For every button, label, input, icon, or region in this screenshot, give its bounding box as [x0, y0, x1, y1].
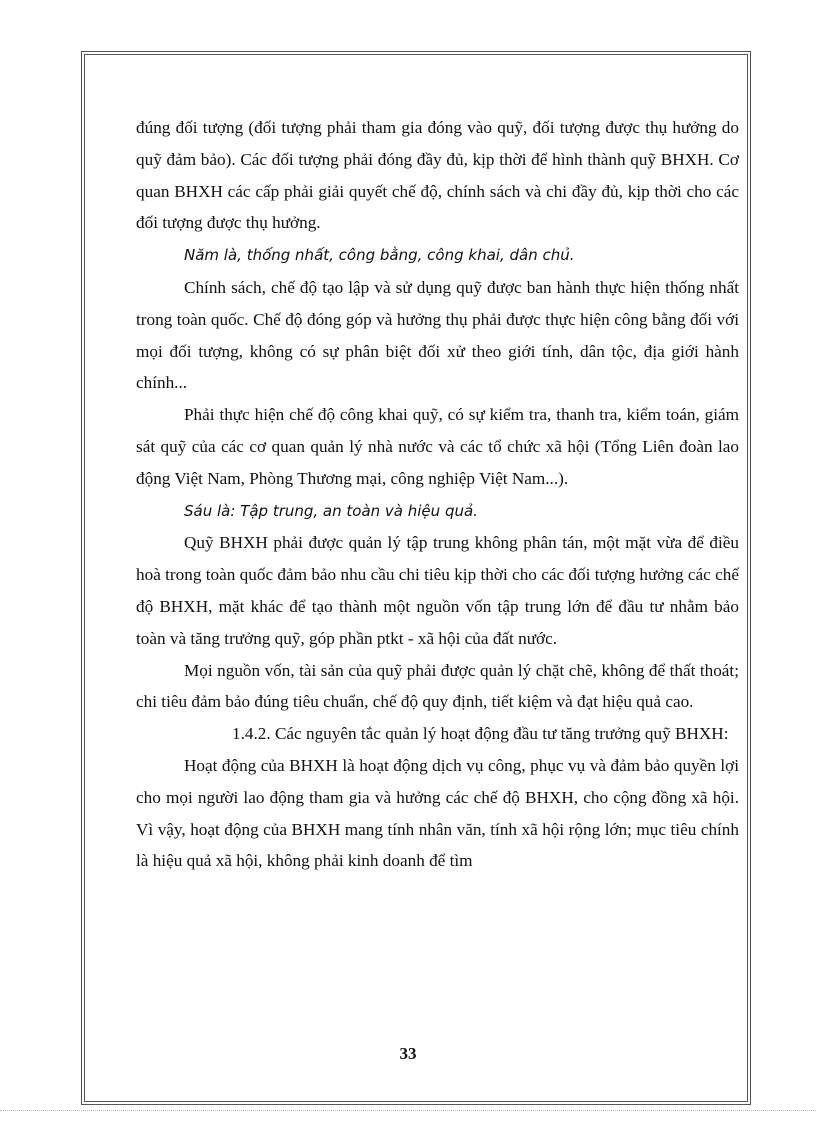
page-number: 33: [399, 1044, 417, 1063]
section-heading-1-4-2: 1.4.2. Các nguyên tắc quản lý hoạt động đầu tư tăng trưởng quỹ BHXH:: [232, 724, 729, 744]
paragraph-unified-policy: Chính sách, chế độ tạo lập và sử dụng quỹ được ban hành thực hiện thống nhất trong toàn quốc. Chế độ đóng góp và hưởng thụ phải được thực hiện công bằng đối với mọi đối tượng, không có sự phân biệt đối xử theo giới tính, dân tộc, địa giới hành chính...: [136, 277, 739, 393]
principle-six-text: Sáu là: Tập trung, an toàn và hiệu quả.: [184, 501, 478, 520]
document-body: [136, 112, 739, 877]
paragraph-bhxh-activity: Hoạt động của BHXH là hoạt động dịch vụ công, phục vụ và đảm bảo quyền lợi cho mọi người lao động tham gia và hưởng các chế độ BHXH, cho cộng đồng xã hội. Vì vậy, hoạt động của BHXH mang tính nhân văn, tính xã hội rộng lớn; mục tiêu chính là hiệu quả xã hội, không phải kinh doanh để tìm: [136, 755, 739, 871]
paragraph-continuation: đúng đối tượng (đối tượng phải tham gia đóng vào quỹ, đối tượng được thụ hưởng do quỹ đảm bảo). Các đối tượng phải đóng đầy đủ, kịp thời để hình thành quỹ BHXH. Cơ quan BHXH các cấp phải giải quyết chế độ, chính sách và chi đầy đủ, kịp thời cho các đối tượng được thụ hưởng.: [136, 118, 739, 233]
principle-five-text: Năm là, thống nhất, công bằng, công khai, dân chủ.: [184, 246, 575, 265]
paragraph-strict-management: Mọi nguồn vốn, tài sản của quỹ phải được quản lý chặt chẽ, không để thất thoát; chi tiêu đảm bảo đúng tiêu chuẩn, chế độ quy định, tiết kiệm và đạt hiệu quả cao.: [136, 660, 739, 712]
paragraph-centralized-management: Quỹ BHXH phải được quản lý tập trung không phân tán, một mặt vừa để điều hoà trong toàn quốc đảm bảo nhu cầu chi tiêu kịp thời cho các đối tượng hưởng các chế độ BHXH, mặt khác để tạo thành một nguồn vốn tập trung lớn để đầu tư nhằm bảo toàn và tăng trưởng quỹ, góp phần ptkt - xã hội của đất nước.: [136, 533, 739, 648]
paragraph-public-disclosure: Phải thực hiện chế độ công khai quỹ, có sự kiểm tra, thanh tra, kiểm toán, giám sát quỹ của các cơ quan quản lý nhà nước và các tổ chức xã hội (Tổng Liên đoàn lao động Việt Nam, Phòng Thương mại, công nghiệp Việt Nam...).: [136, 405, 739, 488]
heading-principle-six: [136, 495, 739, 528]
heading-principle-five: [136, 239, 739, 272]
footer-rule: [0, 1110, 816, 1111]
